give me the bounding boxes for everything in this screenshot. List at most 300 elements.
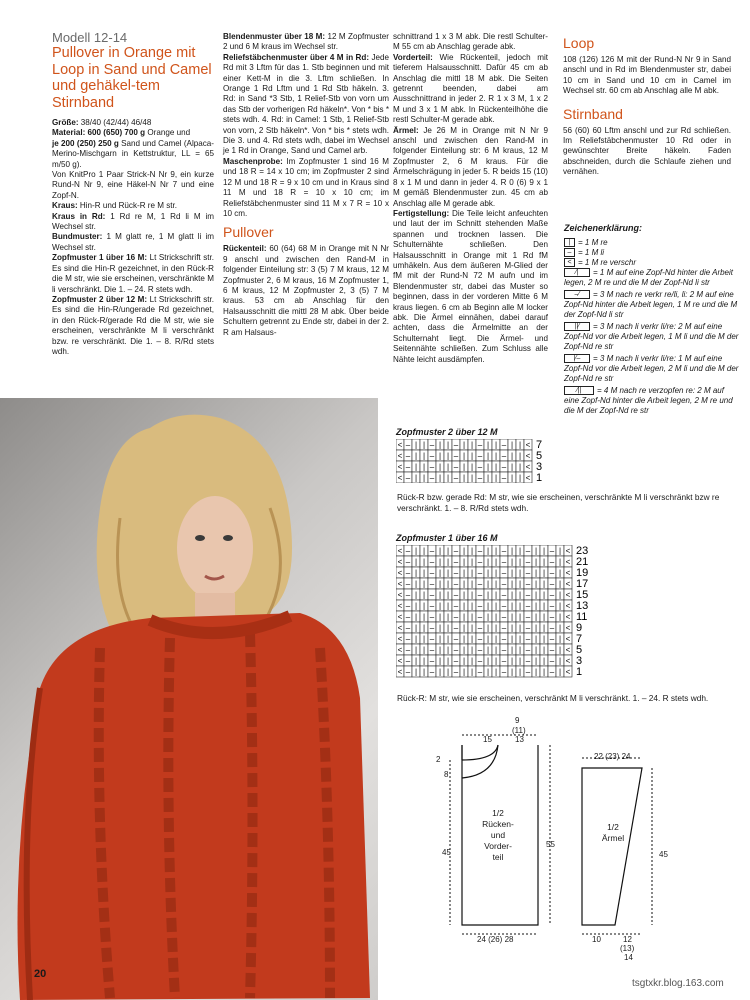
chart-symbol: |: [518, 590, 522, 600]
zopf2-caption: Rück-R bzw. gerade Rd: M str, wie sie erscheinen, verschränkte M li verschränkt bzw re verschränkt. 1. – 8. R/Rd stets wdh.: [397, 492, 720, 513]
chart-symbol: |: [438, 440, 442, 450]
chart-symbol: |: [422, 568, 426, 578]
chart-symbol: |: [470, 579, 474, 589]
chart-symbol: –: [405, 451, 411, 461]
chart-symbol: –: [429, 612, 435, 622]
zopf1-chart: [396, 545, 616, 689]
chart-symbol: |: [494, 667, 498, 677]
chart-symbol: |: [510, 667, 514, 677]
neck-depth: 8: [444, 770, 449, 779]
chart-symbol: |: [446, 590, 450, 600]
chart-symbol: –: [501, 473, 507, 483]
chart-symbol: <: [397, 601, 403, 611]
chart-symbol: |: [462, 656, 466, 666]
chart-symbol: |: [558, 667, 562, 677]
chart-row-label: 23: [576, 545, 589, 557]
chart-symbol: –: [549, 612, 555, 622]
chart-symbol: |: [462, 440, 466, 450]
chart-symbol: –: [525, 667, 531, 677]
chart-symbol: |: [438, 568, 442, 578]
chart-symbol: |: [558, 656, 562, 666]
chart-symbol: |: [510, 612, 514, 622]
chart-symbol: |: [422, 656, 426, 666]
chart-symbol: –: [501, 462, 507, 472]
chart-symbol: –: [405, 568, 411, 578]
chart-symbol: <: [565, 579, 571, 589]
chart-symbol: –: [525, 634, 531, 644]
chart-symbol: |: [422, 634, 426, 644]
stitch-symbol-icon: ||⁄: [564, 322, 590, 331]
chart-symbol: |: [510, 451, 514, 461]
chart-symbol: |: [470, 568, 474, 578]
chart-symbol: <: [565, 667, 571, 677]
chart-symbol: –: [405, 623, 411, 633]
spec-paragraph: Kraus: Hin-R und Rück-R re M str.: [52, 201, 178, 211]
chart-symbol: |: [510, 590, 514, 600]
chart-symbol: |: [486, 451, 490, 461]
chart-symbol: |: [494, 601, 498, 611]
chart-symbol: |: [518, 568, 522, 578]
chart-symbol: |: [494, 451, 498, 461]
chart-symbol: |: [494, 634, 498, 644]
chart-symbol: –: [405, 634, 411, 644]
chart-symbol: –: [405, 462, 411, 472]
spec-paragraph: je 200 (250) 250 g Sand und Camel (Alpaca-Merino-Mischgarn in Kettstruktur, LL = 65 m/50 g).: [52, 138, 214, 169]
chart-row-label: 15: [576, 589, 589, 601]
chart-symbol: |: [542, 590, 546, 600]
chart-symbol: –: [477, 645, 483, 655]
chart-symbol: |: [518, 601, 522, 611]
chart-symbol: |: [558, 645, 562, 655]
chart-symbol: <: [565, 546, 571, 556]
chart-symbol: –: [477, 546, 483, 556]
chart-symbol: <: [565, 601, 571, 611]
body-width-top: 15: [483, 735, 492, 744]
chart-symbol: –: [453, 667, 459, 677]
chart-symbol: |: [494, 462, 498, 472]
legend-item: [564, 268, 739, 288]
chart-symbol: |: [414, 601, 418, 611]
chart-symbol: –: [501, 590, 507, 600]
chart-symbol: <: [565, 645, 571, 655]
chart-symbol: |: [494, 590, 498, 600]
chart-symbol: <: [525, 462, 531, 472]
chart-row-label: 9: [576, 622, 583, 634]
chart-symbol: <: [397, 667, 403, 677]
page-title: Pullover in Orange mit Loop in Sand und Camel und gehäkel-tem Stirnband: [52, 45, 212, 111]
chart-symbol: |: [462, 612, 466, 622]
chart-symbol: |: [534, 634, 538, 644]
chart-symbol: <: [397, 579, 403, 589]
stirnband-heading: Stirnband: [563, 105, 623, 122]
chart-symbol: |: [518, 612, 522, 622]
legend-text: = 3 M nach re verkr re/li, li: 2 M auf eine Zopf-Nd hinter die Arbeit legen, 1 M re und die M der Zopf-Nd li str: [564, 290, 738, 319]
chart-symbol: –: [429, 645, 435, 655]
chart-symbol: |: [558, 568, 562, 578]
spec-paragraph: Von KnitPro 1 Paar Strick-N Nr 9, ein kurze Rund-N Nr 9, eine Häkel-N Nr 7 und eine Zopf-N.: [52, 170, 214, 200]
chart-row-label: 3: [536, 461, 543, 473]
chart-symbol: –: [405, 612, 411, 622]
model-number: Modell 12-14: [52, 30, 128, 45]
chart-symbol: –: [501, 546, 507, 556]
chart-symbol: |: [446, 634, 450, 644]
zopf2-title: Zopfmuster 2 über 12 M: [396, 427, 498, 437]
chart-symbol: <: [525, 440, 531, 450]
legend-item: [564, 354, 739, 384]
chart-symbol: |: [462, 473, 466, 483]
chart-symbol: |: [486, 601, 490, 611]
chart-symbol: –: [453, 557, 459, 567]
chart-symbol: |: [558, 579, 562, 589]
chart-symbol: |: [494, 612, 498, 622]
chart-symbol: –: [501, 667, 507, 677]
chart-symbol: |: [542, 645, 546, 655]
chart-symbol: |: [510, 462, 514, 472]
chart-symbol: –: [453, 462, 459, 472]
chart-symbol: |: [486, 546, 490, 556]
chart-symbol: |: [510, 656, 514, 666]
chart-symbol: |: [518, 451, 522, 461]
chart-symbol: –: [453, 546, 459, 556]
chart-symbol: –: [501, 623, 507, 633]
chart-symbol: |: [446, 440, 450, 450]
chart-symbol: |: [470, 546, 474, 556]
chart-symbol: –: [453, 623, 459, 633]
chart-row-label: 7: [576, 633, 583, 645]
stitch-symbol-icon: –: [564, 248, 575, 257]
instruction-paragraph: Fertigstellung: Die Teile leicht anfeuchten und laut der im Schnitt stehenden Maße spannen und trocknen lassen. Die Schulternähte schließen. Den Halsausschnitt in Orange mit 1 Rd fM umhäkeln. Aus dem äußeren M-Glied der fM mit der Rund-N 72 M aufn und im Blendenmuster str, dabei das Muster so beginnen, dass in der vorderen Mitte 6 M kraus liegen. 6 cm ab Beginn alle M locker abk. Die Ärmel einnähen, dabei darauf achten, dass die Ärmelmitte an der Schulternaht liegt. Die Ärmel- und Seitennähte schließen. Zum Schluss alle Nähte leicht ausdämpfen.: [393, 208, 548, 364]
chart-symbol: |: [446, 473, 450, 483]
chart-symbol: |: [422, 473, 426, 483]
chart-symbol: –: [525, 557, 531, 567]
chart-symbol: –: [501, 451, 507, 461]
chart-symbol: |: [486, 473, 490, 483]
chart-symbol: |: [510, 440, 514, 450]
sleeve-top-width: 22 (23) 24: [594, 752, 631, 761]
chart-symbol: –: [525, 568, 531, 578]
chart-symbol: |: [414, 656, 418, 666]
chart-symbol: –: [477, 473, 483, 483]
text-column-4: [563, 30, 731, 178]
legend-item: [564, 238, 739, 248]
chart-symbol: |: [486, 568, 490, 578]
chart-symbol: –: [453, 473, 459, 483]
chart-symbol: |: [510, 557, 514, 567]
chart-symbol: |: [470, 557, 474, 567]
chart-symbol: |: [438, 667, 442, 677]
pattern-paragraph: Maschenprobe: Im Zopfmuster 1 sind 16 M und 18 R = 14 x 10 cm; im Zopfmuster 2 sind 12 M und 18 R = 9 x 10 cm und in Kraus sind 11 M und 18 R = 10 x 10 cm; im Reliefstäbchenmuster sind 11 M x 7 R = 10 x 10 cm.: [223, 156, 389, 218]
legend-item: [564, 386, 739, 416]
legend-title: Zeichenerklärung:: [564, 223, 643, 233]
chart-symbol: |: [414, 440, 418, 450]
chart-symbol: |: [414, 645, 418, 655]
chart-symbol: |: [486, 667, 490, 677]
chart-symbol: –: [525, 656, 531, 666]
chart-symbol: <: [397, 440, 403, 450]
chart-symbol: |: [422, 623, 426, 633]
chart-symbol: <: [397, 623, 403, 633]
chart-symbol: –: [429, 557, 435, 567]
chart-symbol: |: [414, 667, 418, 677]
instruction-paragraph: Vorderteil: Wie Rückenteil, jedoch mit tieferem Halsausschnitt. Dafür 45 cm ab Anschlag die mittl 18 M abk. Die Seiten getrennt beenden, dabei am Ausschnittrand in jeder 2. R 1 x 3 M, 1 x 2 M und 3 x 1 M abk. In Rückenteilhöhe die restl Schulter-M gerade abk.: [393, 52, 548, 125]
footer-url: tsgtxkr.blog.163.com: [632, 978, 724, 989]
chart-symbol: |: [438, 645, 442, 655]
stitch-symbol-icon: –⁄: [564, 290, 590, 299]
chart-row-label: 19: [576, 567, 589, 579]
chart-symbol: –: [405, 557, 411, 567]
chart-symbol: |: [462, 634, 466, 644]
neck-width-a: 9: [515, 716, 520, 725]
neck-width-c: 13: [515, 735, 524, 744]
chart-symbol: |: [470, 451, 474, 461]
chart-row-label: 17: [576, 578, 589, 590]
chart-row-label: 7: [536, 439, 543, 451]
chart-symbol: <: [397, 590, 403, 600]
chart-symbol: –: [429, 440, 435, 450]
chart-row-label: 13: [576, 600, 589, 612]
shoulder-drop: 2: [436, 755, 441, 764]
chart-symbol: |: [470, 473, 474, 483]
sleeve-cuff-d: 14: [624, 953, 633, 962]
chart-symbol: |: [534, 579, 538, 589]
legend-text: = 4 M nach re verzopfen re: 2 M auf eine Zopf-Nd hinter die Arbeit legen, 2 M re und die M der Zopf-Nd re str: [564, 386, 733, 415]
chart-symbol: |: [494, 557, 498, 567]
chart-symbol: |: [518, 440, 522, 450]
chart-symbol: |: [510, 645, 514, 655]
legend-item: [564, 290, 739, 320]
chart-symbol: –: [549, 557, 555, 567]
chart-symbol: |: [542, 557, 546, 567]
chart-symbol: |: [462, 590, 466, 600]
chart-symbol: |: [414, 451, 418, 461]
chart-symbol: |: [518, 579, 522, 589]
chart-symbol: |: [446, 451, 450, 461]
chart-symbol: |: [470, 667, 474, 677]
chart-symbol: |: [542, 568, 546, 578]
chart-symbol: |: [470, 634, 474, 644]
chart-row-label: 5: [536, 450, 543, 462]
chart-symbol: –: [405, 645, 411, 655]
chart-symbol: <: [565, 623, 571, 633]
chart-symbol: |: [446, 645, 450, 655]
legend-text: = 1 M auf eine Zopf-Nd hinter die Arbeit legen, 2 M re und die M der Zopf-Nd li str: [564, 268, 733, 287]
chart-symbol: |: [414, 612, 418, 622]
chart-symbol: –: [501, 634, 507, 644]
chart-symbol: |: [422, 557, 426, 567]
stitch-symbol-icon: ⁄|: [564, 268, 590, 277]
chart-symbol: –: [501, 440, 507, 450]
chart-symbol: –: [429, 451, 435, 461]
chart-symbol: |: [510, 579, 514, 589]
pullover-heading: Pullover: [223, 224, 274, 241]
chart-symbol: –: [405, 546, 411, 556]
chart-symbol: |: [446, 612, 450, 622]
chart-symbol: –: [405, 579, 411, 589]
chart-symbol: –: [501, 656, 507, 666]
chart-symbol: |: [534, 667, 538, 677]
chart-symbol: |: [446, 579, 450, 589]
chart-symbol: <: [397, 612, 403, 622]
chart-symbol: –: [549, 623, 555, 633]
chart-symbol: –: [453, 656, 459, 666]
legend-text: = 3 M nach li verkr li/re: 2 M auf eine Zopf-Nd vor die Arbeit legen, 1 M li und die M der Zopf-Nd re str: [564, 322, 739, 351]
chart-symbol: –: [429, 462, 435, 472]
chart-symbol: –: [549, 645, 555, 655]
chart-symbol: |: [518, 634, 522, 644]
chart-symbol: |: [534, 557, 538, 567]
chart-symbol: |: [510, 634, 514, 644]
chart-symbol: –: [549, 634, 555, 644]
chart-symbol: –: [405, 590, 411, 600]
chart-symbol: |: [486, 645, 490, 655]
chart-symbol: –: [405, 473, 411, 483]
chart-symbol: |: [422, 590, 426, 600]
chart-symbol: |: [542, 623, 546, 633]
chart-symbol: –: [405, 440, 411, 450]
pattern-paragraph: Reliefstäbchenmuster über 4 M in Rd: Jede Rd mit 3 Lftm für das 1. Stb beginnen und mit einer Kett-M in die 3. Lftm schließen. In Orange 1 Rd Lftm und 1 Rd Stb häkeln. 3. Rd: in Sand *3 Stb, 1 Relief-Stb von vorn um das Stb der vorherigen Rd häkeln*. Von * bis * stets wdh. 4. Rd: in Camel: 1 Stb, 1 Relief-Stb von vorn, 2 Stb häkeln*. Von * bis * stets wdh. Die 3. und 4. Rd stets wdh, dabei im Wechsel je 1 Rd in Orange, Sand und Camel arb.: [223, 52, 390, 156]
chart-symbol: |: [414, 590, 418, 600]
chart-symbol: |: [446, 656, 450, 666]
chart-symbol: |: [446, 557, 450, 567]
chart-symbol: |: [462, 451, 466, 461]
chart-symbol: |: [462, 546, 466, 556]
legend-item: [564, 258, 739, 268]
chart-symbol: |: [446, 623, 450, 633]
legend-item: [564, 248, 739, 258]
chart-symbol: |: [438, 634, 442, 644]
chart-symbol: <: [397, 568, 403, 578]
sweater-illustration: [0, 398, 378, 1000]
chart-symbol: |: [542, 634, 546, 644]
total-length: 55: [546, 840, 555, 849]
chart-symbol: |: [446, 546, 450, 556]
chart-symbol: –: [525, 601, 531, 611]
chart-symbol: |: [558, 546, 562, 556]
chart-symbol: |: [510, 546, 514, 556]
chart-symbol: |: [558, 590, 562, 600]
chart-symbol: <: [397, 656, 403, 666]
chart-row-label: 21: [576, 556, 589, 568]
chart-symbol: –: [429, 473, 435, 483]
chart-symbol: |: [558, 601, 562, 611]
chart-symbol: |: [494, 440, 498, 450]
legend-text: = 1 M re verschr: [578, 258, 637, 267]
chart-symbol: |: [542, 601, 546, 611]
stitch-symbol-icon: ⁄||: [564, 386, 594, 395]
chart-row-label: 1: [576, 666, 583, 678]
chart-symbol: –: [429, 546, 435, 556]
stirnband-text: 56 (60) 60 Lftm anschl und zur Rd schließen. Im Reliefstäbchenmuster 10 Rd oder in gewünschter Breite häkeln. Faden abschneiden, durch die Schlaufe ziehen und vernähen.: [563, 125, 731, 177]
chart-symbol: |: [486, 634, 490, 644]
chart-symbol: |: [414, 546, 418, 556]
chart-symbol: |: [470, 462, 474, 472]
chart-symbol: |: [542, 546, 546, 556]
chart-symbol: |: [438, 590, 442, 600]
chart-symbol: |: [414, 557, 418, 567]
chart-symbol: |: [486, 612, 490, 622]
chart-symbol: –: [525, 590, 531, 600]
chart-symbol: –: [453, 590, 459, 600]
legend-text: = 3 M nach li verkr li/re: 1 M auf eine Zopf-Nd vor die Arbeit legen, 2 M li und die M der Zopf-Nd re str: [564, 354, 739, 383]
chart-symbol: –: [429, 579, 435, 589]
body-width-bottom: 24 (26) 28: [477, 935, 514, 944]
chart-symbol: |: [534, 590, 538, 600]
chart-symbol: |: [518, 546, 522, 556]
chart-symbol: |: [534, 601, 538, 611]
chart-symbol: |: [462, 601, 466, 611]
chart-symbol: <: [397, 546, 403, 556]
text-column-3: [393, 32, 548, 365]
chart-symbol: |: [422, 579, 426, 589]
chart-symbol: –: [429, 667, 435, 677]
chart-symbol: |: [422, 440, 426, 450]
chart-symbol: –: [501, 612, 507, 622]
chart-symbol: |: [422, 667, 426, 677]
chart-symbol: |: [494, 623, 498, 633]
chart-row-label: 11: [576, 611, 588, 623]
chart-row-label: 3: [576, 655, 583, 667]
chart-symbol: –: [453, 440, 459, 450]
chart-symbol: –: [477, 462, 483, 472]
chart-symbol: <: [565, 656, 571, 666]
chart-symbol: |: [470, 601, 474, 611]
chart-symbol: |: [462, 568, 466, 578]
chart-symbol: –: [477, 557, 483, 567]
chart-symbol: <: [565, 634, 571, 644]
chart-symbol: <: [565, 557, 571, 567]
chart-symbol: |: [446, 462, 450, 472]
chart-symbol: –: [453, 568, 459, 578]
chart-symbol: <: [397, 645, 403, 655]
chart-symbol: |: [470, 440, 474, 450]
chart-symbol: –: [525, 612, 531, 622]
chart-symbol: –: [501, 557, 507, 567]
chart-symbol: |: [470, 623, 474, 633]
chart-symbol: |: [422, 451, 426, 461]
sleeve-cuff-c: (13): [620, 944, 635, 953]
chart-symbol: |: [462, 645, 466, 655]
chart-symbol: –: [453, 451, 459, 461]
chart-symbol: |: [518, 623, 522, 633]
chart-symbol: |: [470, 656, 474, 666]
chart-symbol: –: [477, 601, 483, 611]
chart-symbol: –: [453, 634, 459, 644]
chart-symbol: –: [549, 546, 555, 556]
chart-symbol: –: [429, 623, 435, 633]
chart-symbol: –: [477, 623, 483, 633]
chart-symbol: |: [446, 601, 450, 611]
chart-symbol: |: [558, 557, 562, 567]
chart-symbol: |: [494, 473, 498, 483]
chart-symbol: |: [486, 590, 490, 600]
chart-symbol: |: [486, 462, 490, 472]
pullover-text: Rückenteil: 60 (64) 68 M in Orange mit N Nr 9 anschl und zwischen den Rand-M in folgender Einteilung str: 3 (5) 7 M kraus, 12 M Zopfmuster 2, 6 M kraus, 16 M Zopfmuster 1, 6 M kraus, 12 M Zopfmuster 2, 3 (5) 7 M kraus. 53 cm ab Anschlag für den Halsausschnitt die mittl 28 M abk. Über beide Schultern getrennt zu Ende str, dabei in der 2. R am Halsaus-: [223, 244, 389, 337]
chart-symbol: |: [446, 667, 450, 677]
chart-symbol: |: [438, 473, 442, 483]
chart-symbol: –: [549, 667, 555, 677]
chart-symbol: –: [477, 568, 483, 578]
chart-symbol: –: [453, 612, 459, 622]
chart-symbol: |: [486, 557, 490, 567]
chart-symbol: <: [397, 473, 403, 483]
chart-symbol: |: [438, 656, 442, 666]
chart-symbol: |: [414, 634, 418, 644]
sleeve-cuff-a: 10: [592, 935, 601, 944]
chart-symbol: –: [477, 656, 483, 666]
chart-symbol: |: [534, 656, 538, 666]
chart-symbol: |: [494, 579, 498, 589]
chart-symbol: |: [542, 656, 546, 666]
